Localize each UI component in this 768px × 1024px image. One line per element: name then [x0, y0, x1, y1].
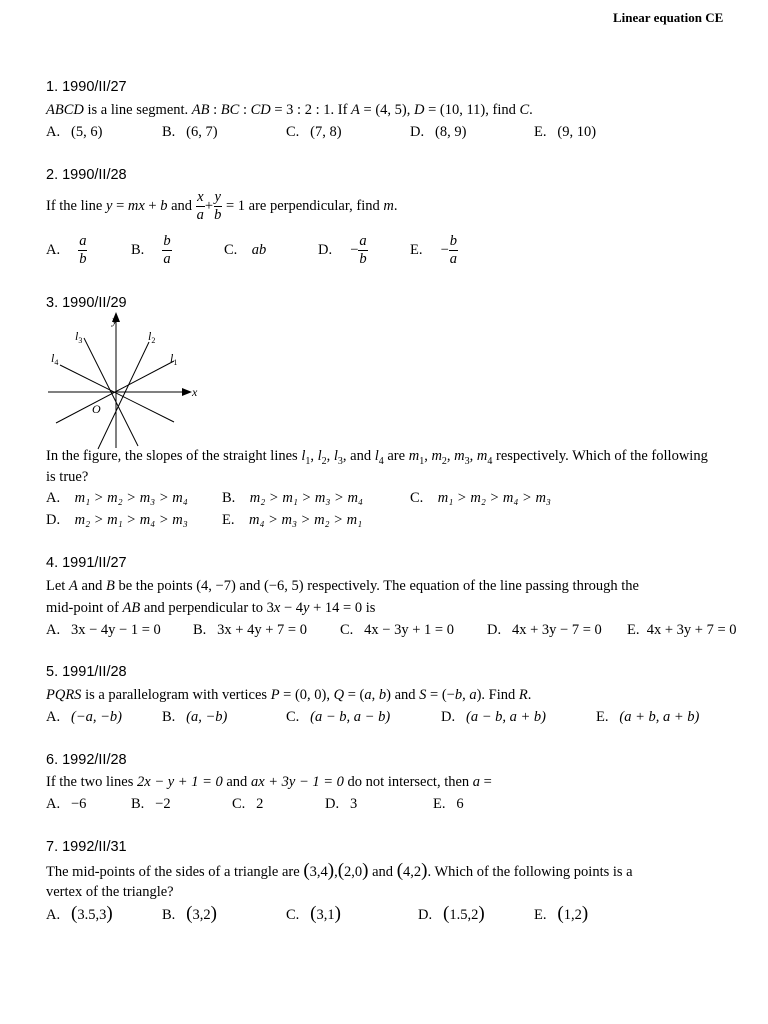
option-a[interactable]: A. (−a, −b) [46, 709, 122, 725]
origin-label: O [92, 402, 101, 416]
question-4-stem-line1: Let A and B be the points (4, −7) and (−6, 5) respectively. The equation of the line passing through the [46, 578, 639, 594]
line-l4 [60, 365, 174, 422]
option-a[interactable]: A. $\frac{a}{b}$ [46, 233, 87, 268]
option-c[interactable]: C. (3,1) [286, 903, 341, 924]
option-b[interactable]: B. −2 [131, 796, 171, 812]
option-b[interactable]: B. (a, −b) [162, 709, 228, 725]
document-header: Linear equation CE [613, 10, 724, 25]
option-d[interactable]: D. 3 [325, 796, 358, 812]
option-c[interactable]: C. ab [224, 242, 267, 258]
option-e[interactable]: E. 4x + 3y + 7 = 0 [627, 622, 737, 638]
option-a[interactable]: A. 3x − 4y − 1 = 0 [46, 622, 161, 638]
option-d[interactable]: D. (a − b, a + b) [441, 709, 546, 725]
fraction-y-over-b: $\frac{y}{b}$ [214, 189, 222, 224]
fraction-x-over-a: $\frac{x}{a}$ [196, 189, 204, 224]
option-a[interactable]: A. −6 [46, 796, 87, 812]
question-7-heading: 7. 1992/II/31 [46, 839, 127, 855]
question-5-stem: PQRS is a parallelogram with vertices P = (0, 0), Q = (a, b) and S = (−b, a). Find R. [46, 687, 532, 703]
question-3-stem-line2: is true? [46, 469, 89, 485]
option-a[interactable]: A. m₁ > m₂ > m₃ > m₄ [46, 490, 188, 506]
option-e[interactable]: E. (1,2) [534, 903, 589, 924]
option-a[interactable]: A. (5, 6) [46, 124, 103, 140]
option-d[interactable]: D. 4x + 3y − 7 = 0 [487, 622, 602, 638]
option-c[interactable]: C. m₁ > m₂ > m₄ > m₃ [410, 490, 551, 506]
x-axis-arrow [182, 388, 192, 396]
question-3-heading: 3. 1990/II/29 [46, 295, 127, 311]
option-b[interactable]: B. 3x + 4y + 7 = 0 [193, 622, 307, 638]
option-b[interactable]: B. m₂ > m₁ > m₃ > m₄ [222, 490, 363, 506]
option-d[interactable]: D. (1.5,2) [418, 903, 485, 924]
question-7-stem-line1: The mid-points of the sides of a triangle are (3,4),(2,0) and (4,2). Which of the following points is a [46, 860, 633, 881]
question-2-stem: If the line y = mx + b and $\frac{x}{a}$ + $\frac{y}{b}$ = 1 are perpendicular, find m. [46, 189, 398, 224]
y-axis-label: y [112, 313, 118, 327]
option-e[interactable]: E. (a + b, a + b) [596, 709, 700, 725]
option-e[interactable]: E. − $\frac{b}{a}$ [410, 233, 458, 268]
line-l2 [98, 342, 149, 449]
option-c[interactable]: C. (7, 8) [286, 124, 342, 140]
option-c[interactable]: C. 2 [232, 796, 264, 812]
label-l2: $l_2$ [148, 329, 156, 345]
option-c[interactable]: C. 4x − 3y + 1 = 0 [340, 622, 454, 638]
x-axis-label: x [192, 385, 198, 399]
question-1-stem: ABCD is a line segment. AB : BC : CD = 3 : 2 : 1. If A = (4, 5), D = (10, 11), find C. [46, 102, 533, 118]
option-d[interactable]: D. − $\frac{a}{b}$ [318, 233, 367, 268]
label-l3: $l_3$ [75, 329, 83, 345]
question-4-stem-line2: mid-point of AB and perpendicular to 3x − 4y + 14 = 0 is [46, 600, 376, 616]
option-e[interactable]: E. 6 [433, 796, 464, 812]
lines-figure [46, 310, 206, 452]
question-5-heading: 5. 1991/II/28 [46, 664, 127, 680]
option-a[interactable]: A. (3.5,3) [46, 903, 113, 924]
question-1-heading: 1. 1990/II/27 [46, 79, 127, 95]
option-b[interactable]: B. $\frac{b}{a}$ [131, 233, 171, 268]
question-7-stem-line2: vertex of the triangle? [46, 884, 174, 900]
option-b[interactable]: B. (3,2) [162, 903, 217, 924]
option-e[interactable]: E. m₄ > m₃ > m₂ > m₁ [222, 512, 363, 528]
label-l4: $l_4$ [51, 351, 59, 367]
question-3-stem-line1: In the figure, the slopes of the straight lines $l_1$, $l_2$, $l_3$, and $l_4$ are $m_1$, $m_2$, $m_3$, $m_4$ respectively. Which of the following [46, 448, 708, 467]
question-2-heading: 2. 1990/II/28 [46, 167, 127, 183]
option-c[interactable]: C. (a − b, a − b) [286, 709, 391, 725]
question-4-heading: 4. 1991/II/27 [46, 555, 127, 571]
option-b[interactable]: B. (6, 7) [162, 124, 218, 140]
option-e[interactable]: E. (9, 10) [534, 124, 597, 140]
option-d[interactable]: D. m₂ > m₁ > m₄ > m₃ [46, 512, 188, 528]
question-6-stem: If the two lines 2x − y + 1 = 0 and ax + 3y − 1 = 0 do not intersect, then a = [46, 774, 492, 790]
option-d[interactable]: D. (8, 9) [410, 124, 467, 140]
question-6-heading: 6. 1992/II/28 [46, 752, 127, 768]
label-l1: $l_1$ [170, 351, 178, 367]
